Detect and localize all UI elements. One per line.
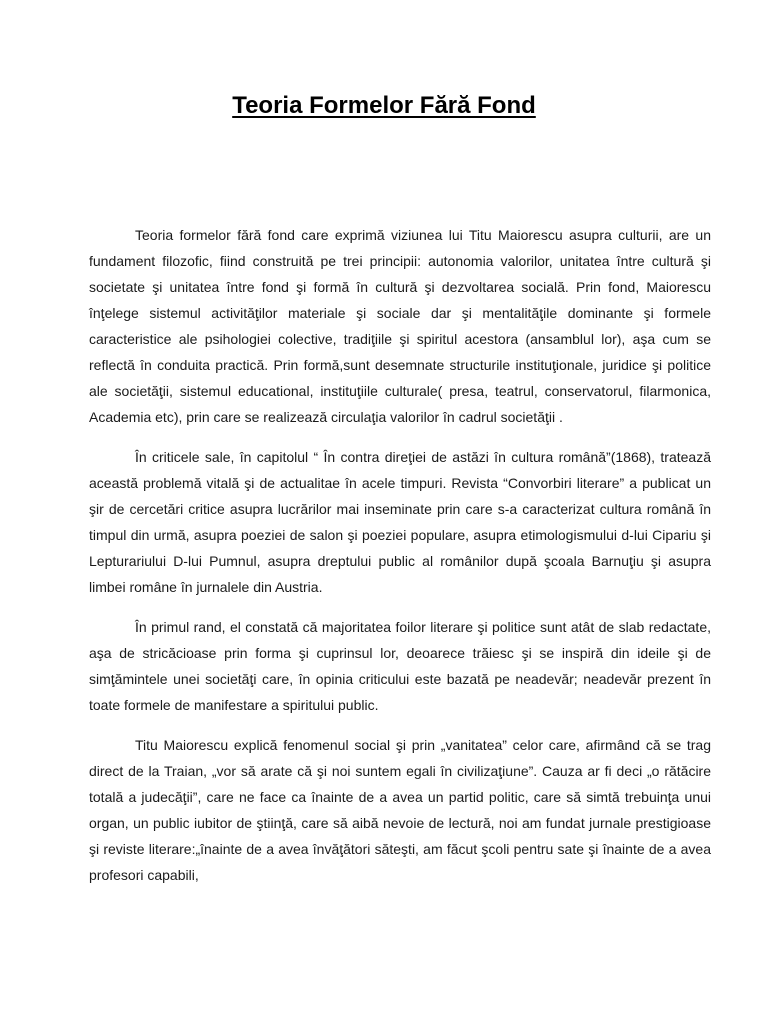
document-title <box>0 92 768 120</box>
paragraph-4: Titu Maiorescu explică fenomenul social şi prin „vanitatea” celor care, afirmând că se trag direct de la Traian, „vor să arate că şi noi suntem egali în civilizaţiune”. Cauza ar fi deci „o rătăcire totală a judecăţii”, care ne face ca înainte de a avea un partid politic, care să simtă trebuinţa unui organ, un public iubitor de ştiinţă, care să aibă nevoie de lectură, noi am fundat jurnale prestigioase şi reviste literare:„înainte de a avea învăţători săteşti, am făcut şcoli pentru sate şi înainte de a avea profesori capabili, <box>89 737 711 883</box>
paragraph-2: În criticele sale, în capitolul “ În contra direţiei de astăzi în cultura română”(1868), tratează această problemă vitală şi de actualitae în acele timpuri. Revista “Convorbiri literare” a publicat un şir de cercetări critice asupra lucrărilor mai inseminate prin care s-a caracterizat cultura română în timpul din urmă, asupra poeziei de salon şi poeziei populare, asupra etimologismului d-lui Cipariu şi Lepturariului D-lui Pumnul, asupra dreptului public al românilor după şcoala Barnuţiu şi asupra limbei române în jurnalele din Austria. <box>89 449 711 595</box>
paragraph-1: Teoria formelor fără fond care exprimă viziunea lui Titu Maiorescu asupra culturii, are un fundament filozofic, fiind construită pe trei principii: autonomia valorilor, unitatea între cultură şi societate şi unitatea între fond şi formă în cultură şi dezvoltarea socială. Prin fond, Maiorescu înţelege sistemul activităţilor materiale şi sociale dar şi mentalităţile dominante şi formele caracteristice ale psihologiei colective, tradiţiile şi spiritul acestora (ansamblul lor), aşa cum se reflectă în conduita practică. Prin formă,sunt desemnate structurile instituţionale, juridice şi politice ale societăţii, sistemul educational, instituţiile culturale( presa, teatrul, conservatorul, filarmonica, Academia etc), prin care se realizează circulaţia valorilor în cadrul societăţii . <box>89 227 711 425</box>
document-title-text: Teoria Formelor Fără Fond <box>232 92 536 119</box>
document-body <box>89 222 711 902</box>
paragraph-3: În primul rand, el constată că majoritatea foilor literare şi politice sunt atât de slab redactate, aşa de stricăcioase prin forma şi cuprinsul lor, deoarece trăiesc şi se inspiră din ideile şi de simţămintele unei societăţi care, în opinia criticului este bazată pe neadevăr; neadevăr prezent în toate formele de manifestare a spiritului public. <box>89 619 711 713</box>
